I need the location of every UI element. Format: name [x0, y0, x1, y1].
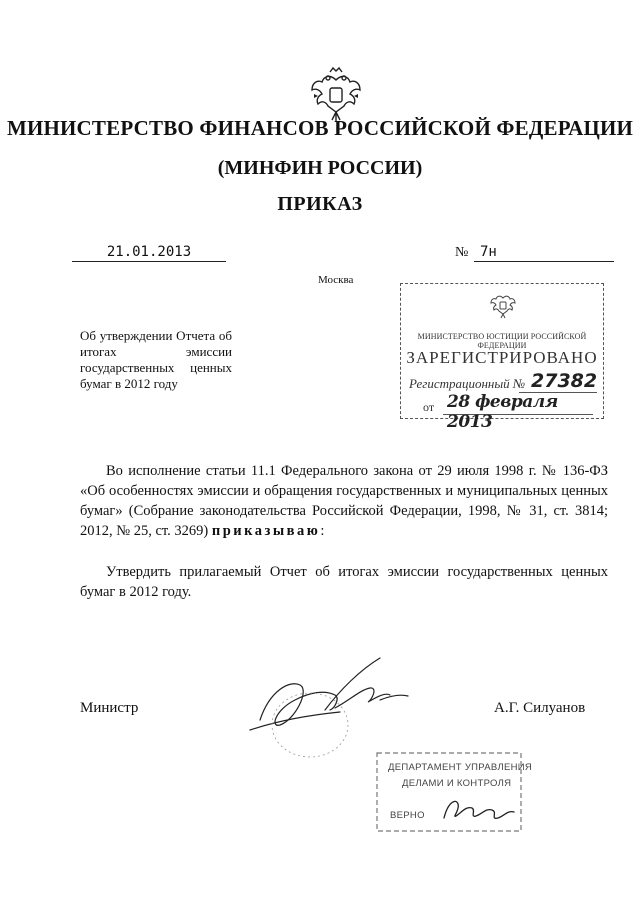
- stamp-emblem-icon: [485, 288, 521, 324]
- department-stamp-line-3: ВЕРНО: [390, 810, 425, 821]
- stamp-date-value: 28 февраля 2013: [447, 392, 558, 432]
- signatory-name: А.Г. Силуанов: [494, 700, 586, 716]
- document-type: ПРИКАЗ: [277, 193, 363, 215]
- department-stamp: [376, 752, 533, 832]
- order-date: 21.01.2013: [72, 244, 226, 262]
- department-stamp-line-1: ДЕПАРТАМЕНТ УПРАВЛЕНИЯ: [388, 762, 533, 773]
- department-signature: [438, 792, 518, 826]
- ministry-name: МИНИСТЕРСТВО ФИНАНСОВ РОССИЙСКОЙ ФЕДЕРАЦИИ: [6, 116, 634, 140]
- order-word: приказываю: [211, 523, 321, 539]
- minister-signature: [240, 650, 460, 760]
- registration-stamp: [400, 283, 604, 432]
- stamp-ministry: МИНИСТЕРСТВО ЮСТИЦИИ РОССИЙСКОЙ ФЕДЕРАЦИИ: [417, 332, 587, 350]
- department-stamp-line-2: ДЕЛАМИ И КОНТРОЛЯ: [402, 778, 512, 789]
- body-paragraph-1-end: :: [320, 523, 325, 539]
- stamp-reg-number: 27382: [531, 370, 598, 392]
- order-body: [80, 461, 608, 602]
- stamp-reg-label: Регистрационный №: [409, 376, 526, 391]
- ministry-short-name: (МИНФИН РОССИИ): [217, 157, 423, 179]
- body-paragraph-2: Утвердить прилагаемый Отчет об итогах эмиссии государственных ценных бумаг в 2012 году.: [80, 564, 608, 600]
- signatory-title: Министр: [80, 700, 139, 716]
- body-paragraph-1: [80, 461, 608, 541]
- order-number-label: №: [455, 245, 469, 260]
- city: Москва: [318, 274, 354, 286]
- body-paragraph-1-text: Во исполнение статьи 11.1 Федерального закона от 29 июля 1998 г. № 136-ФЗ «Об особенностях эмиссии и обращения государственных и муниципальных ценных бумаг» (Собрание законодательства Российской Федерации, 1998, № 31, ст. 3814; 2012, № 25, ст. 3269): [80, 463, 608, 539]
- order-number: 7н: [474, 244, 614, 262]
- stamp-status: ЗАРЕГИСТРИРОВАНО: [406, 348, 598, 367]
- order-subject: Об утверждении Отчета об итогах эмиссии государственных ценных бумаг в 2012 году: [80, 328, 232, 391]
- stamp-date-label: от: [423, 400, 435, 414]
